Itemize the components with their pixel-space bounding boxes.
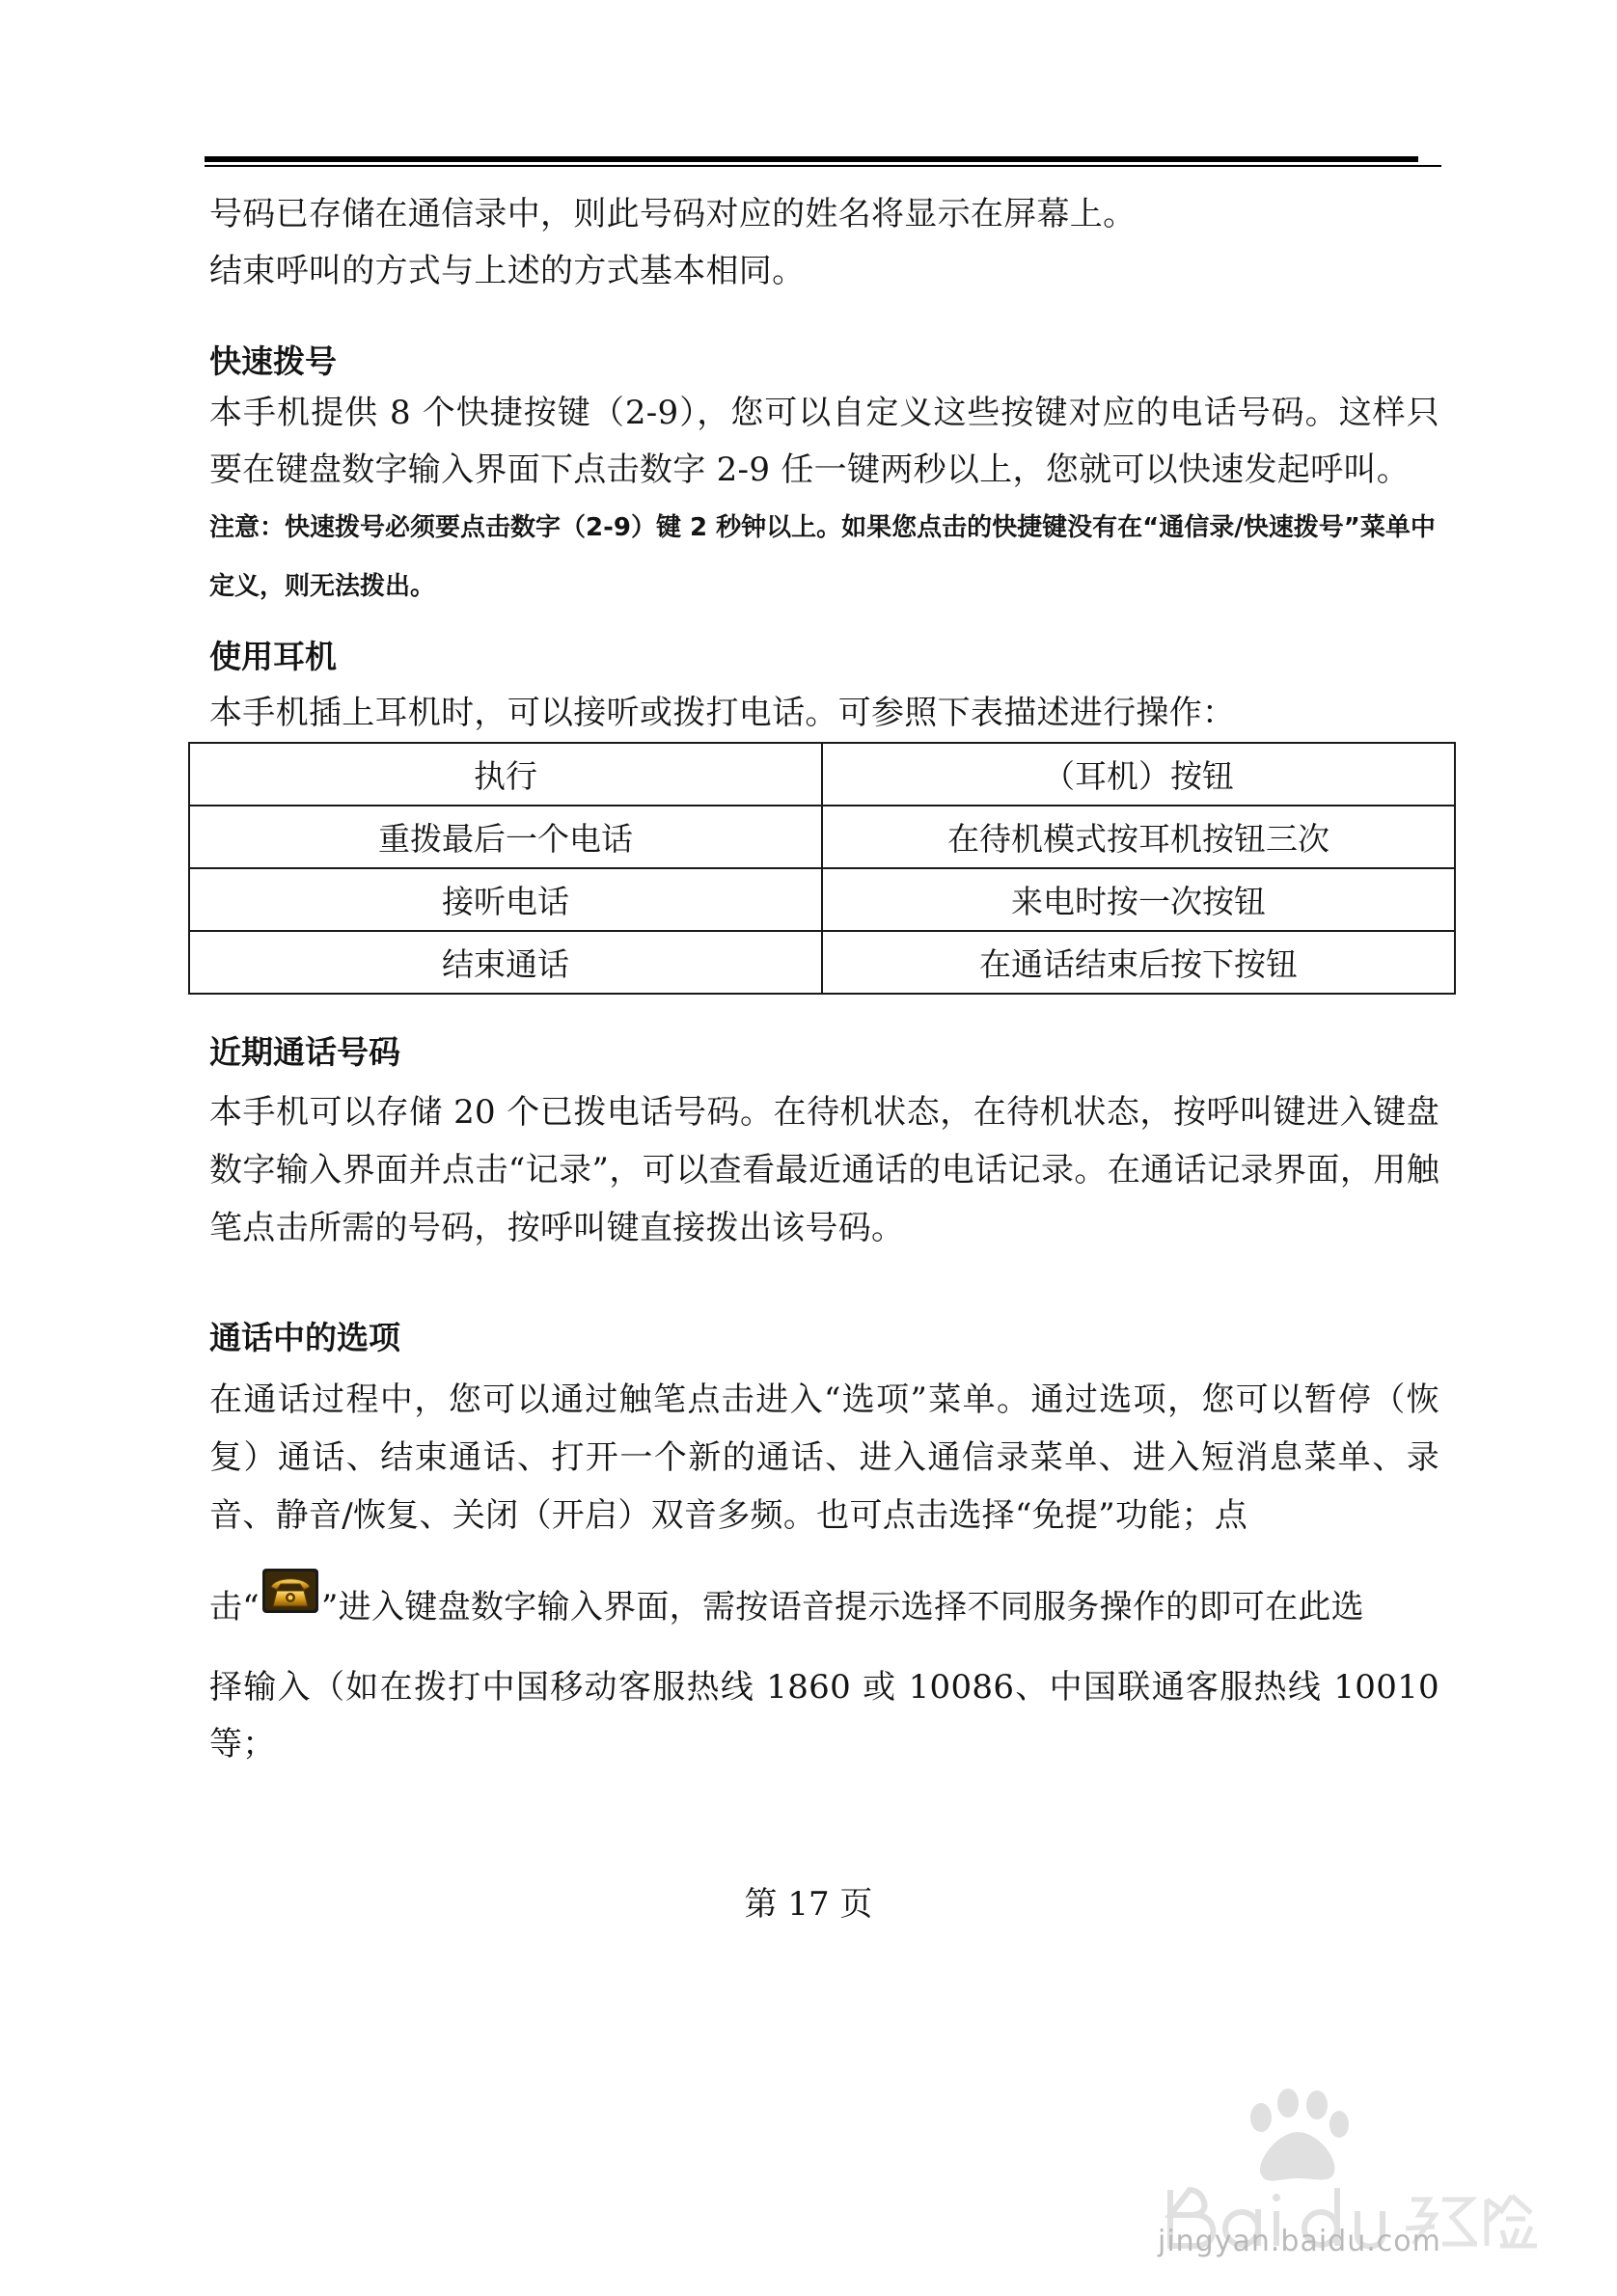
- in-call-icon-line: [209, 1568, 1439, 1636]
- body-line: 号码已存储在通信录中，则此号码对应的姓名将显示在屏幕上。: [209, 195, 1137, 233]
- watermark-url: jingyan.baidu.com: [1158, 2225, 1441, 2258]
- section-heading-recent-calls: 近期通话号码: [209, 1033, 400, 1071]
- table-header-cell: 执行: [189, 743, 822, 806]
- page-number: 第 17 页: [744, 1885, 873, 1924]
- body-line: 结束呼叫的方式与上述的方式基本相同。: [209, 252, 806, 290]
- page-body: [209, 183, 1439, 1773]
- headset-intro: 本手机插上耳机时，可以接听或拨打电话。可参照下表描述进行操作：: [209, 694, 1236, 732]
- in-call-text-before-icon: 击“: [209, 1588, 260, 1626]
- table-cell: 来电时按一次按钮: [822, 868, 1455, 931]
- section-heading-speed-dial: 快速拨号: [209, 342, 337, 380]
- table-row: [189, 931, 1455, 994]
- header-rule: [205, 156, 1418, 162]
- table-row: [189, 806, 1455, 868]
- table-header-row: [189, 743, 1455, 806]
- table-header-cell: （耳机）按钮: [822, 743, 1455, 806]
- section-heading-headset: 使用耳机: [209, 638, 337, 675]
- recent-calls-paragraph: 本手机可以存储 20 个已拨电话号码。在待机状态，在待机状态，按呼叫键进入键盘数字输入界面并点击“记录”，可以查看最近通话的电话记录。在通话记录界面，用触笔点击所需的号码，按呼叫键直接拨出该号码。: [209, 1093, 1439, 1247]
- in-call-paragraph: 在通话过程中，您可以通过触笔点击进入“选项”菜单。通过选项，您可以暂停（恢复）通话、结束通话、打开一个新的通话、进入通信录菜单、进入短消息菜单、录音、静音/恢复、关闭（开启）双音多频。也可点击选择“免提”功能；点: [209, 1380, 1439, 1535]
- phone-keypad-icon: [261, 1568, 319, 1614]
- in-call-last-line: 择输入（如在拨打中国移动客服热线 1860 或 10086、中国联通客服热线 10010 等；: [209, 1668, 1439, 1763]
- speed-dial-note: 注意：快速拨号必须要点击数字（2-9）键 2 秒钟以上。如果您点击的快捷键没有在“通信录/快速拨号”菜单中定义，则无法拨出。: [209, 513, 1436, 601]
- table-cell: 接听电话: [189, 868, 822, 931]
- section-heading-in-call-options: 通话中的选项: [209, 1319, 400, 1356]
- header-rule-thin: [205, 165, 1441, 167]
- table-cell: 结束通话: [189, 931, 822, 994]
- speed-dial-paragraph: 本手机提供 8 个快捷按键（2-9），您可以自定义这些按键对应的电话号码。这样只要在键盘数字输入界面下点击数字 2-9 任一键两秒以上，您就可以快速发起呼叫。: [209, 394, 1439, 489]
- headset-table: [188, 742, 1456, 995]
- in-call-text-after-icon: ”进入键盘数字输入界面，需按语音提示选择不同服务操作的即可在此选: [320, 1588, 1364, 1626]
- table-cell: 在待机模式按耳机按钮三次: [822, 806, 1455, 868]
- table-cell: 重拨最后一个电话: [189, 806, 822, 868]
- table-cell: 在通话结束后按下按钮: [822, 931, 1455, 994]
- table-row: [189, 868, 1455, 931]
